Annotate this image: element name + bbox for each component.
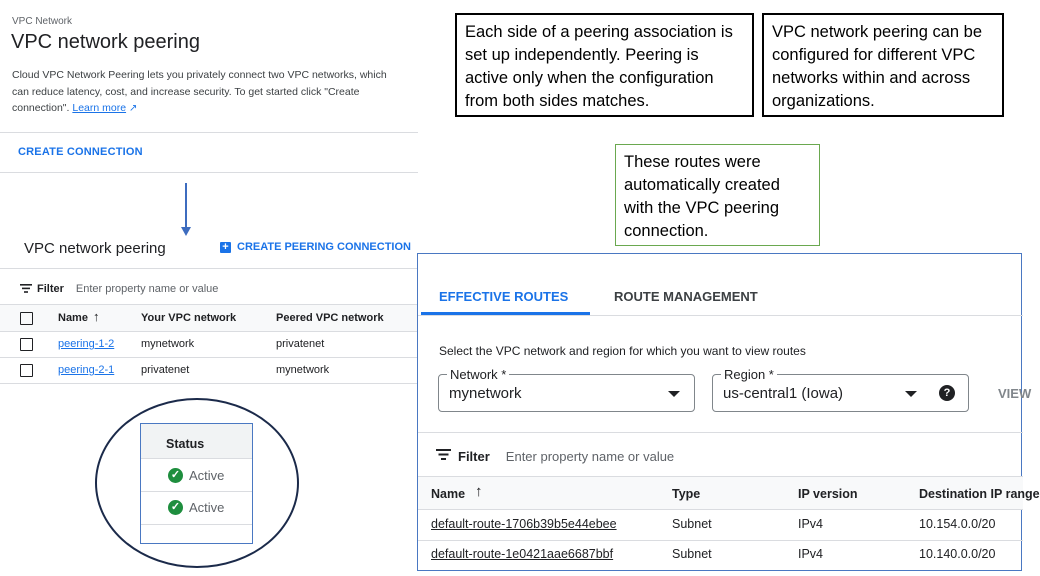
status-value: Active — [189, 468, 225, 483]
your-vpc-cell: privatenet — [141, 364, 190, 376]
arrow-down-icon — [180, 183, 192, 237]
learn-more-link[interactable] — [72, 102, 126, 114]
row-checkbox[interactable] — [20, 364, 33, 377]
col-header-name[interactable]: Name — [58, 312, 88, 324]
routes-instruction: Select the VPC network and region for which you want to view routes — [439, 344, 806, 358]
table-header-row — [0, 305, 418, 331]
sort-arrow-up-icon[interactable]: ↑ — [93, 309, 100, 324]
check-circle-icon: ✓ — [168, 500, 183, 515]
routes-filter-bar[interactable] — [436, 447, 674, 465]
learn-more-label: Learn more — [72, 102, 127, 114]
col-header-type: Type — [672, 487, 701, 501]
select-all-checkbox[interactable] — [20, 312, 33, 325]
your-vpc-cell: mynetwork — [141, 338, 195, 350]
divider — [0, 132, 418, 133]
route-ip-version-cell: IPv4 — [798, 547, 824, 561]
create-connection-button[interactable]: CREATE CONNECTION — [18, 146, 143, 158]
region-select-value: us-central1 (Iowa) — [723, 385, 844, 402]
peering-panel — [0, 230, 418, 406]
status-value: Active — [189, 500, 225, 515]
filter-label: Filter — [458, 448, 490, 464]
table-row — [0, 332, 418, 357]
divider — [0, 383, 418, 384]
table-row — [418, 541, 1023, 571]
network-select-value: mynetwork — [449, 385, 522, 402]
peered-vpc-cell: privatenet — [276, 338, 325, 350]
filter-label: Filter — [37, 283, 64, 295]
status-header-label: Status — [166, 437, 205, 451]
divider — [418, 315, 1023, 316]
table-row — [0, 358, 418, 383]
routes-panel — [417, 253, 1040, 571]
status-header — [141, 424, 252, 459]
divider — [0, 268, 418, 269]
filter-bar[interactable] — [20, 280, 218, 298]
page-description — [12, 67, 402, 118]
page-title: VPC network peering — [11, 31, 200, 53]
tab-effective-routes[interactable]: EFFECTIVE ROUTES — [439, 289, 569, 304]
col-header-name[interactable]: Name — [431, 487, 466, 501]
route-name-link[interactable]: default-route-1e0421aae6687bbf — [431, 547, 614, 561]
route-name-link[interactable]: default-route-1706b39b5e44ebee — [431, 517, 617, 531]
routes-table-header — [418, 477, 1040, 509]
table-row — [418, 510, 1023, 540]
network-select-label: Network * — [447, 367, 509, 382]
col-header-your-vpc: Your VPC network — [141, 312, 237, 324]
region-select[interactable] — [712, 367, 969, 412]
route-type-cell: Subnet — [672, 547, 712, 561]
col-header-destination: Destination IP range — [919, 487, 1040, 501]
network-select[interactable] — [438, 367, 695, 412]
divider — [0, 172, 418, 173]
external-link-icon: ↗ — [128, 103, 138, 114]
col-header-peered-vpc: Peered VPC network — [276, 312, 384, 324]
chevron-down-icon — [905, 391, 917, 397]
check-circle-icon: ✓ — [168, 468, 183, 483]
description-text: Cloud VPC Network Peering lets you privately connect two VPC networks, which can reduce latency, cost, and increase security. To get started click "Create connection". — [12, 69, 387, 114]
sort-arrow-up-icon[interactable]: ↑ — [475, 483, 483, 500]
tab-route-management[interactable]: ROUTE MANAGEMENT — [614, 289, 758, 304]
breadcrumb[interactable]: VPC Network — [12, 16, 73, 27]
row-checkbox[interactable] — [20, 338, 33, 351]
create-peering-button[interactable] — [220, 241, 411, 253]
route-destination-cell: 10.140.0.0/20 — [919, 547, 996, 561]
route-type-cell: Subnet — [672, 517, 712, 531]
route-destination-cell: 10.154.0.0/20 — [919, 517, 996, 531]
help-icon[interactable]: ? — [939, 385, 955, 401]
vpc-header-panel — [0, 0, 418, 132]
status-row — [141, 492, 252, 525]
peering-name-link[interactable]: peering-1-2 — [58, 338, 115, 350]
filter-icon — [20, 280, 33, 298]
status-row — [141, 459, 252, 492]
status-panel — [140, 423, 253, 544]
divider — [418, 432, 1023, 433]
chevron-down-icon — [668, 391, 680, 397]
filter-icon — [436, 447, 452, 465]
region-select-label: Region * — [721, 367, 777, 382]
callout-routes: These routes were automatically created with the VPC peering connection. — [615, 144, 820, 246]
view-button[interactable]: VIEW — [998, 386, 1032, 401]
peering-name-link[interactable]: peering-2-1 — [58, 364, 115, 376]
col-header-ip-version: IP version — [798, 487, 858, 501]
callout-organizations: VPC network peering can be configured for different VPC networks within and across organizations. — [762, 13, 1004, 117]
create-peering-label: CREATE PEERING CONNECTION — [237, 241, 411, 253]
add-box-icon: + — [220, 242, 231, 253]
route-ip-version-cell: IPv4 — [798, 517, 824, 531]
peering-panel-title: VPC network peering — [24, 240, 166, 257]
routes-filter-input[interactable]: Enter property name or value — [505, 448, 675, 464]
callout-independent: Each side of a peering association is set up independently. Peering is active only when the configuration from both sides matches. — [455, 13, 754, 117]
peered-vpc-cell: mynetwork — [276, 364, 330, 376]
filter-input[interactable]: Enter property name or value — [75, 283, 219, 295]
